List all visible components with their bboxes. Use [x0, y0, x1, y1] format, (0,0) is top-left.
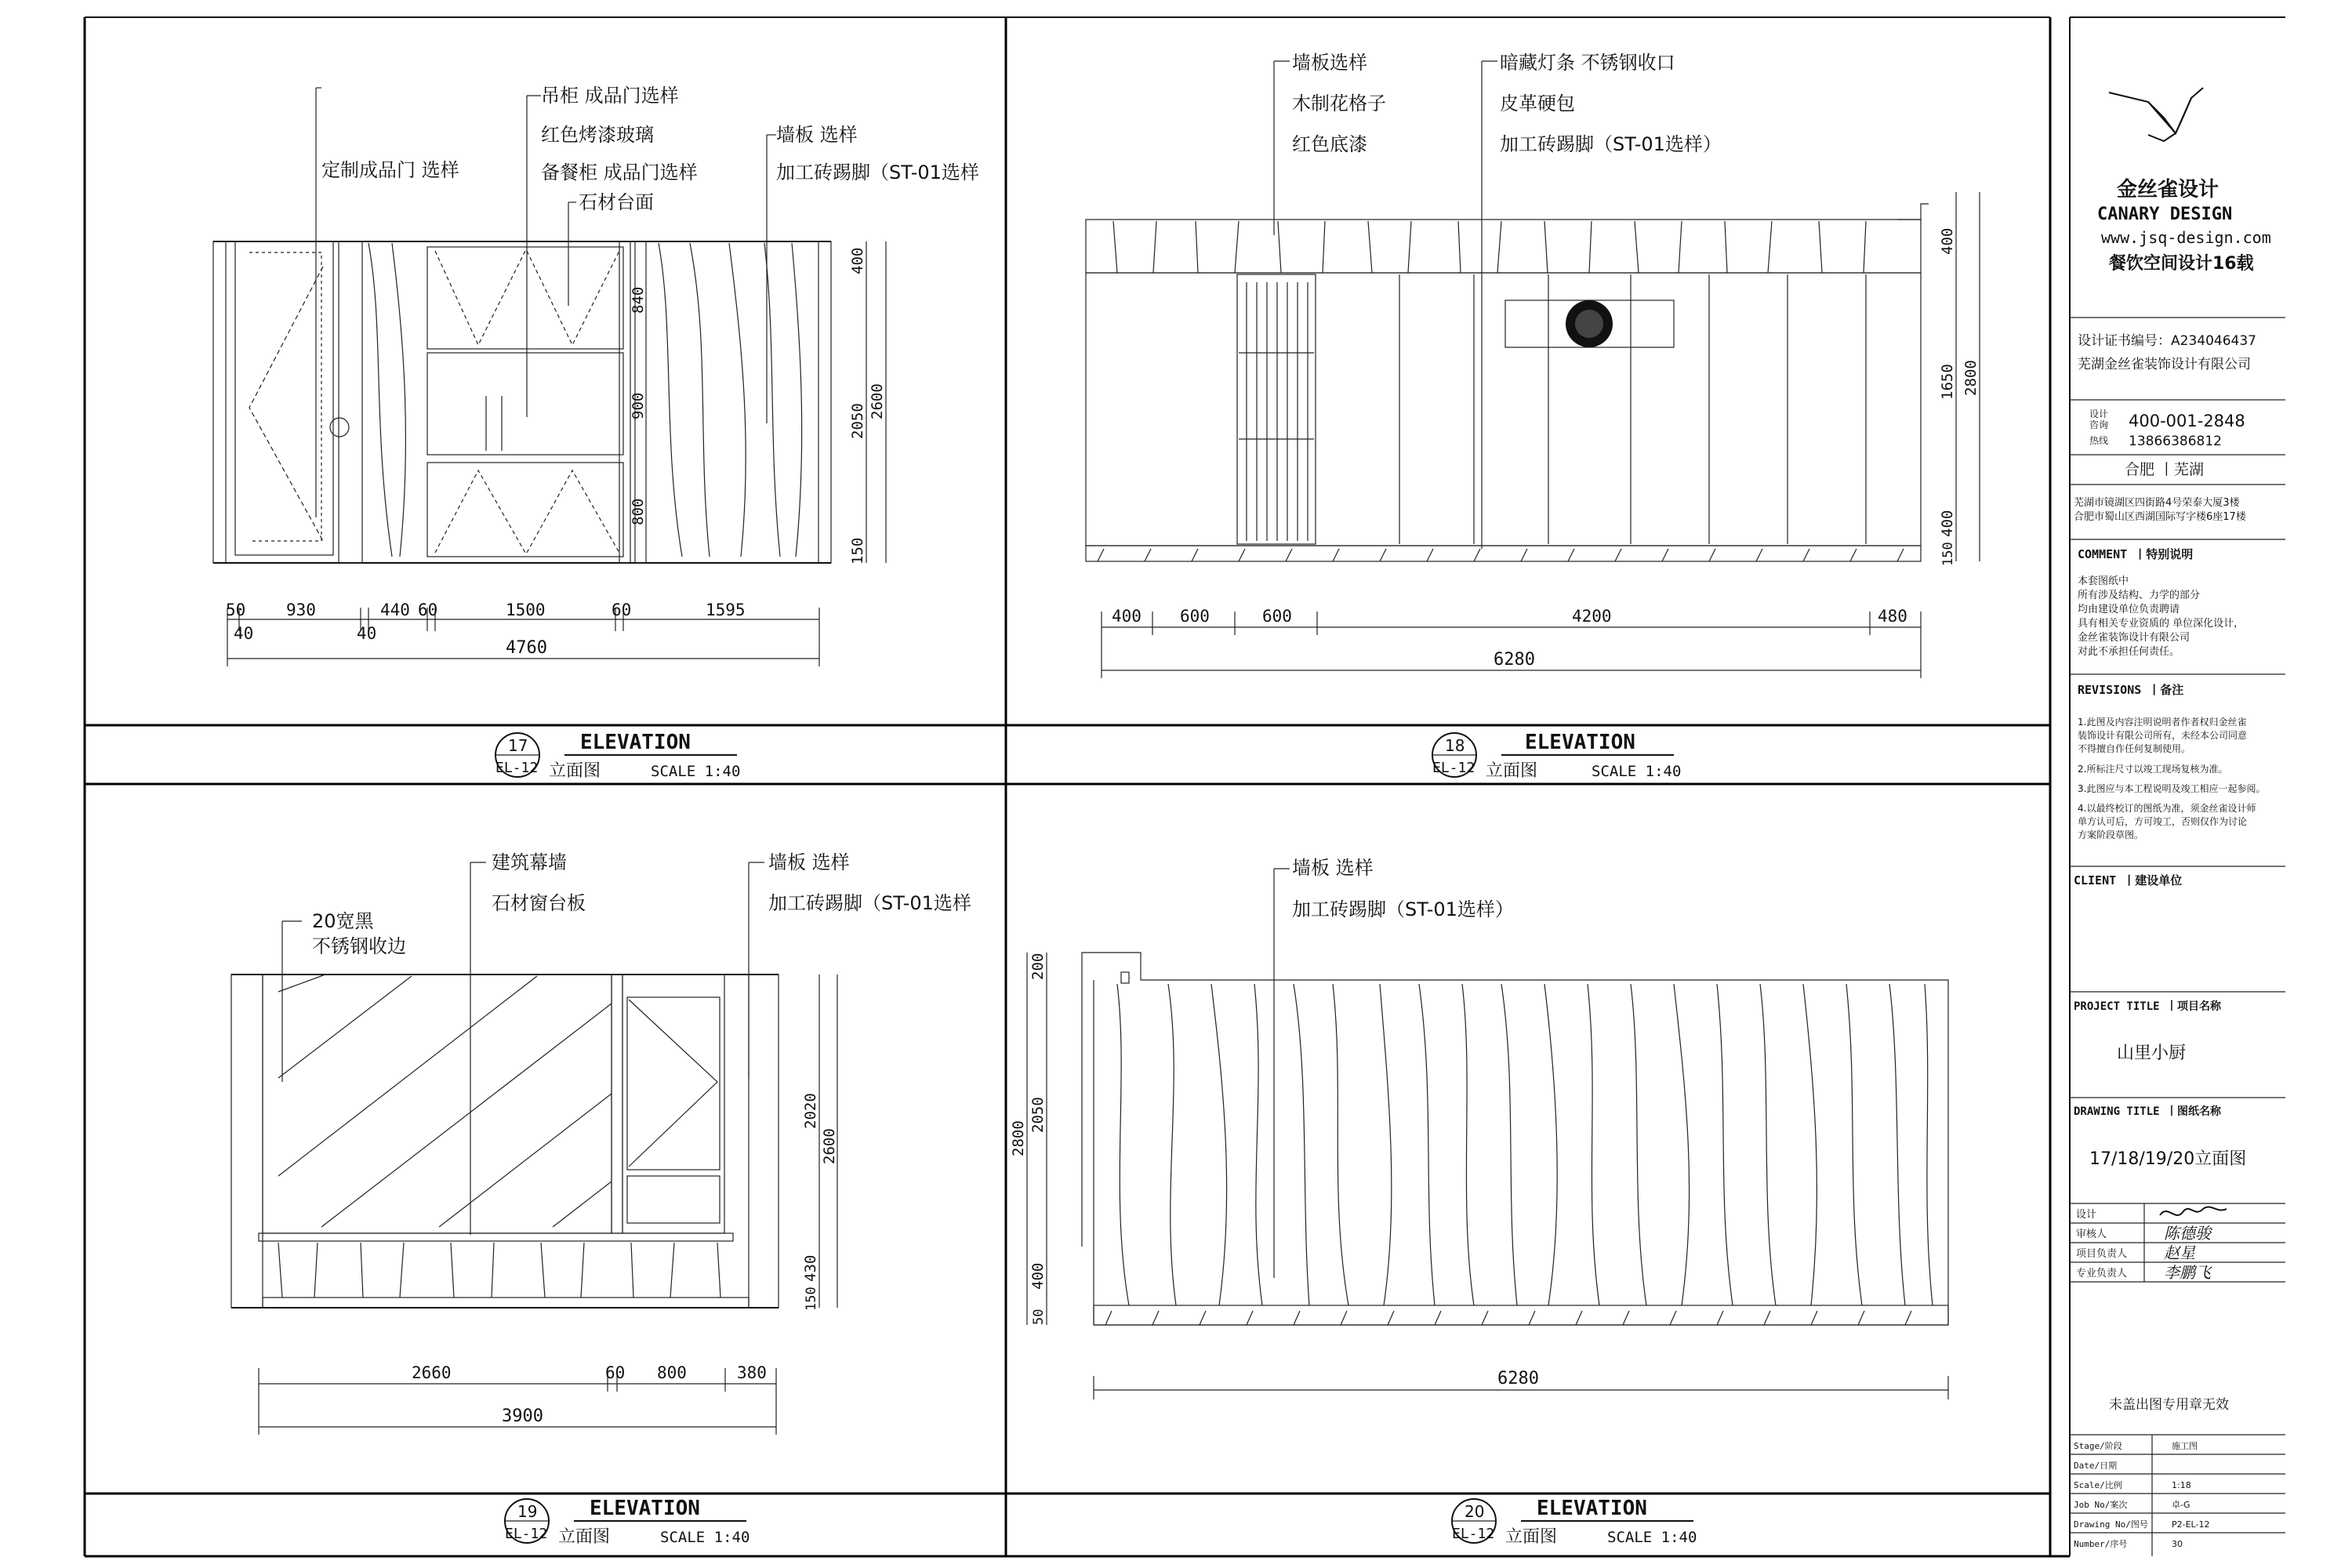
comment-line-6: 对此不承担任何责任。 — [2078, 646, 2180, 658]
stamp-note: 未盖出图专用章无效 — [2109, 1397, 2229, 1413]
p18-dim-r400a: 400 — [1939, 227, 1956, 255]
comment-line-3: 均由建设单位负责聘请 — [2078, 604, 2180, 615]
p20-label-wall-panel: 墙板 选样 — [1292, 857, 1374, 879]
p17-dim-930: 930 — [286, 601, 316, 619]
p17-tag-sheet: EL-12 — [495, 760, 539, 776]
p17-dim-60b: 60 — [612, 601, 632, 619]
signature-reviewer: 陈德骏 — [2164, 1224, 2211, 1243]
p19-label-wall-panel: 墙板 选样 — [768, 851, 850, 873]
p18-label-wood-lattice: 木制花格子 — [1292, 93, 1386, 114]
p17-dim-r2050: 2050 — [849, 403, 866, 439]
p18-dim-r2800: 2800 — [1962, 360, 1980, 396]
panel-19-elevation — [231, 851, 971, 1547]
bird-logo-icon — [2109, 88, 2203, 141]
p20-dim-l2800: 2800 — [1010, 1120, 1027, 1156]
p19-label-curtain-wall: 建筑幕墙 — [492, 851, 567, 873]
p19-dim-r430: 430 — [802, 1254, 819, 1282]
p17-title: ELEVATION — [580, 731, 691, 754]
p17-label-serving-cabinet: 备餐柜 成品门选样 — [541, 162, 698, 183]
p17-label-custom-door: 定制成品门 选样 — [321, 159, 459, 181]
p18-label-hidden-light: 暗藏灯条 不锈钢收口 — [1500, 52, 1675, 74]
p18-scale: SCALE 1:40 — [1592, 763, 1682, 780]
revision-line-6: 4.以最终校订的图纸为准，须金丝雀设计师 — [2078, 803, 2256, 814]
company-name: 芜湖金丝雀装饰设计有限公司 — [2078, 357, 2251, 372]
drawing-name: 17/18/19/20立面图 — [2089, 1149, 2247, 1169]
panel-20-elevation — [1010, 857, 1948, 1547]
role-project-lead: 项目负责人 — [2076, 1248, 2128, 1260]
p19-dim-r150: 150 — [804, 1287, 819, 1311]
p18-subtitle: 立面图 — [1486, 761, 1538, 781]
p17-label-skirting: 加工砖踢脚（ST-01选样 — [776, 162, 979, 183]
p19-label-window-sill: 石材窗台板 — [492, 892, 586, 914]
revision-line-8: 方案阶段草图。 — [2078, 829, 2144, 840]
meta-drawing-no-label: Drawing No/图号 — [2074, 1519, 2148, 1530]
p17-subtitle: 立面图 — [549, 761, 601, 781]
client-title: CLIENT 丨建设单位 — [2074, 873, 2183, 887]
p17-label-stone-counter: 石材台面 — [579, 191, 654, 213]
p19-label-skirting: 加工砖踢脚（ST-01选样 — [768, 892, 971, 914]
p20-subtitle: 立面图 — [1505, 1527, 1558, 1547]
meta-stage-value: 施工图 — [2172, 1441, 2198, 1451]
cities: 合肥 丨芜湖 — [2125, 461, 2205, 478]
p18-dim-600b: 600 — [1262, 607, 1292, 626]
brand-cn: 金丝雀设计 — [2117, 178, 2220, 201]
p17-label-hanging-cabinet: 吊柜 成品门选样 — [541, 85, 679, 107]
comment-line-2: 所有涉及结构、力学的部分 — [2078, 590, 2201, 601]
p19-tag-sheet: EL-12 — [505, 1526, 548, 1542]
p18-title: ELEVATION — [1525, 731, 1635, 754]
panel-17-elevation — [213, 85, 979, 781]
meta-number-label: Number/序号 — [2074, 1539, 2128, 1549]
meta-job-label: Job No/案次 — [2074, 1500, 2128, 1510]
revision-line-7: 单方认可后，方可竣工，否则仅作为讨论 — [2078, 816, 2248, 827]
p19-label-steel-trim-2: 不锈钢收边 — [312, 935, 406, 957]
p17-dim-40b: 40 — [357, 624, 377, 643]
p18-dim-480: 480 — [1878, 607, 1907, 626]
p18-tag-sheet: EL-12 — [1432, 760, 1475, 776]
p19-subtitle: 立面图 — [558, 1527, 611, 1547]
meta-stage-label: Stage/阶段 — [2074, 1441, 2122, 1451]
p19-scale: SCALE 1:40 — [660, 1529, 750, 1546]
address-1: 芜湖市镜湖区四街路4号荣泰大厦3楼 — [2074, 497, 2240, 509]
p20-dim-l400: 400 — [1029, 1262, 1047, 1290]
project-title-label: PROJECT TITLE 丨项目名称 — [2074, 1000, 2222, 1013]
p18-dim-r400b: 400 — [1939, 510, 1956, 537]
cert-number: 设计证书编号：A234046437 — [2078, 333, 2256, 349]
p20-dim-l50: 50 — [1031, 1308, 1047, 1325]
p20-dim-l200: 200 — [1029, 953, 1047, 980]
p19-dim-r2020: 2020 — [802, 1093, 819, 1129]
p17-dim-1500: 1500 — [506, 601, 546, 619]
consult-label-2: 咨询 — [2089, 419, 2109, 430]
p18-label-skirting: 加工砖踢脚（ST-01选样） — [1500, 133, 1722, 155]
p20-title: ELEVATION — [1537, 1497, 1647, 1520]
p20-label-skirting: 加工砖踢脚（ST-01选样） — [1292, 898, 1514, 920]
p17-dim-1595: 1595 — [706, 601, 746, 619]
p18-label-wall-panel: 墙板选样 — [1292, 52, 1367, 74]
p18-tag-number: 18 — [1445, 736, 1465, 755]
p18-dim-total: 6280 — [1494, 650, 1535, 670]
p18-dim-r150: 150 — [1940, 542, 1956, 566]
signature-project-lead: 赵星 — [2164, 1243, 2195, 1262]
hotline-label: 热线 — [2089, 435, 2109, 446]
p20-dim-l2050: 2050 — [1029, 1097, 1047, 1133]
p17-dim-r800: 800 — [630, 498, 647, 525]
p19-dim-800: 800 — [657, 1363, 687, 1382]
role-reviewer: 审核人 — [2076, 1229, 2107, 1240]
comment-title: COMMENT 丨特别说明 — [2078, 547, 2194, 561]
p17-dim-r840: 840 — [630, 286, 647, 314]
p19-dim-2660: 2660 — [412, 1363, 452, 1382]
p19-dim-r2600: 2600 — [821, 1128, 838, 1164]
meta-drawing-no-value: P2-EL-12 — [2172, 1519, 2210, 1530]
p18-dim-600a: 600 — [1180, 607, 1210, 626]
p19-dim-total: 3900 — [502, 1406, 543, 1426]
p17-tag-number: 17 — [508, 736, 528, 755]
phone-hotline: 400-001-2848 — [2129, 412, 2245, 430]
designer-signature — [2160, 1207, 2227, 1215]
p18-dim-4200: 4200 — [1572, 607, 1612, 626]
p18-label-red-primer: 红色底漆 — [1292, 133, 1367, 155]
p17-dim-total: 4760 — [506, 638, 547, 658]
p19-tag-number: 19 — [517, 1502, 538, 1521]
p17-dim-40a: 40 — [234, 624, 254, 643]
p17-dim-50: 50 — [226, 601, 246, 619]
comment-line-4: 具有相关专业资质的 单位深化设计， — [2078, 618, 2245, 630]
p20-scale: SCALE 1:40 — [1607, 1529, 1697, 1546]
brand-url: www.jsq-design.com — [2101, 228, 2271, 247]
p19-dim-60: 60 — [605, 1363, 626, 1382]
meta-number-value: 30 — [2172, 1539, 2183, 1549]
p17-dim-440: 440 — [380, 601, 410, 619]
revision-line-4: 2.所标注尺寸以竣工现场复核为准。 — [2078, 764, 2228, 775]
panel-18-elevation — [1086, 52, 1980, 781]
revision-line-2: 装饰设计有限公司所有，未经本公司同意 — [2078, 730, 2248, 741]
meta-scale-label: Scale/比例 — [2074, 1480, 2122, 1490]
p17-label-red-glass: 红色烤漆玻璃 — [541, 124, 654, 146]
meta-job-value: 卓-G — [2172, 1500, 2190, 1510]
consult-label-1: 设计 — [2089, 408, 2109, 419]
p20-tag-sheet: EL-12 — [1452, 1526, 1495, 1542]
brand-en: CANARY DESIGN — [2097, 205, 2233, 224]
p20-tag-number: 20 — [1465, 1502, 1485, 1521]
p20-dim-total: 6280 — [1497, 1369, 1539, 1388]
project-name: 山里小厨 — [2117, 1044, 2187, 1063]
p17-scale: SCALE 1:40 — [651, 763, 741, 780]
role-discipline-lead: 专业负责人 — [2076, 1268, 2128, 1279]
brand-slogan: 餐饮空间设计16载 — [2109, 254, 2254, 274]
p17-dim-r400: 400 — [849, 247, 866, 274]
signature-discipline-lead: 李鹏飞 — [2164, 1263, 2211, 1282]
role-designer: 设计 — [2076, 1209, 2097, 1221]
drawing-title-label: DRAWING TITLE 丨图纸名称 — [2074, 1105, 2222, 1118]
p19-title: ELEVATION — [590, 1497, 700, 1520]
comment-line-5: 金丝雀装饰设计有限公司 — [2078, 632, 2190, 644]
p17-dim-r2600: 2600 — [869, 383, 886, 419]
meta-scale-value: 1:18 — [2172, 1480, 2191, 1490]
meta-date-label: Date/日期 — [2074, 1461, 2118, 1471]
address-2: 合肥市蜀山区西湖国际写字楼6座17楼 — [2074, 511, 2246, 523]
phone-mobile: 13866386812 — [2129, 434, 2222, 449]
p18-dim-r1650: 1650 — [1939, 364, 1956, 400]
p17-dim-r900: 900 — [630, 392, 647, 419]
p18-dim-400: 400 — [1112, 607, 1142, 626]
revision-line-3: 不得擅自作任何复制使用。 — [2078, 743, 2191, 754]
p19-label-steel-trim-1: 20宽黑 — [312, 910, 374, 932]
revision-line-5: 3.此图应与本工程说明及竣工相应一起参阅。 — [2078, 783, 2266, 794]
p19-dim-380: 380 — [737, 1363, 767, 1382]
revisions-title: REVISIONS 丨备注 — [2078, 683, 2184, 697]
revision-line-1: 1.此图及内容注明说明者作者权归金丝雀 — [2078, 717, 2247, 728]
p17-dim-r150: 150 — [849, 537, 866, 564]
p18-label-leather-panel: 皮革硬包 — [1500, 93, 1575, 114]
p17-dim-60a: 60 — [418, 601, 438, 619]
title-block — [2070, 88, 2285, 1556]
p17-label-wall-panel: 墙板 选样 — [776, 124, 858, 146]
comment-line-1: 本套图纸中 — [2078, 575, 2129, 587]
